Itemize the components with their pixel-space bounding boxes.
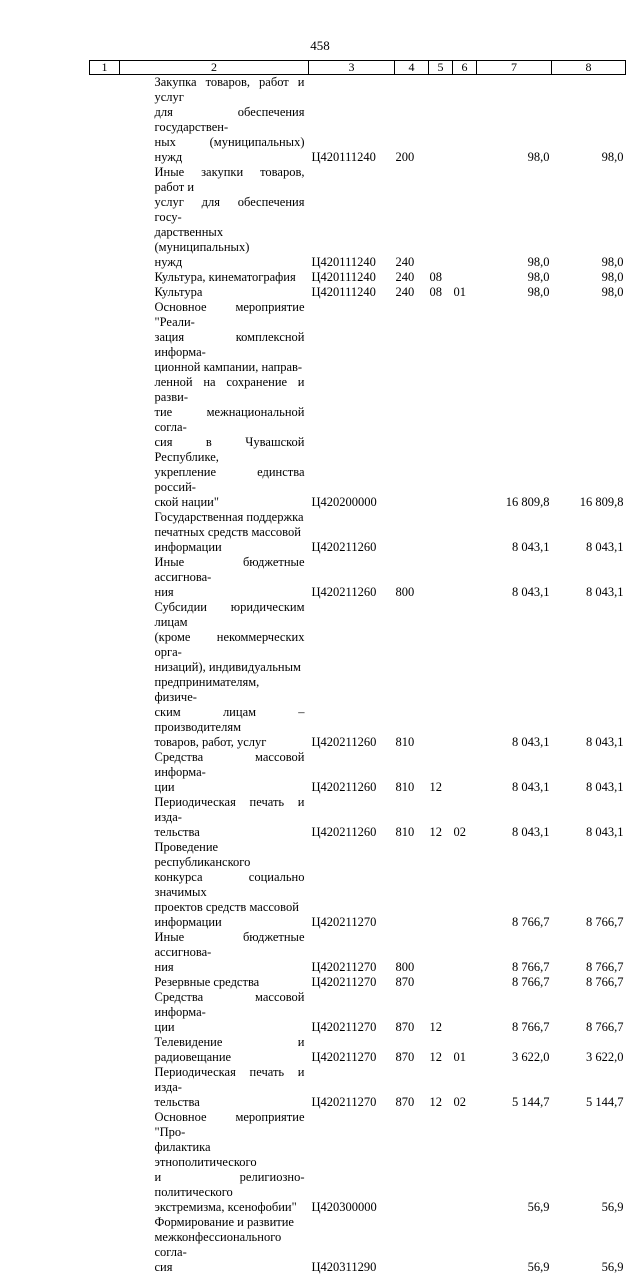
item-name-cell <box>120 1110 309 1215</box>
table-row <box>90 1215 626 1275</box>
section-cell <box>429 300 453 510</box>
expense-type-cell <box>395 840 429 930</box>
item-name-line: ленной на сохранение и разви- <box>155 375 305 405</box>
subsection-cell <box>453 750 477 795</box>
expense-type-cell: 800 <box>395 555 429 600</box>
amount-col8-cell: 16 809,8 <box>552 300 626 510</box>
index-cell <box>90 990 120 1035</box>
target-article-cell: Ц420211270 <box>309 990 395 1035</box>
section-cell <box>429 1215 453 1275</box>
item-name-line: конкурса социально значимых <box>155 870 305 900</box>
item-name-cell <box>120 990 309 1035</box>
subsection-cell <box>453 1215 477 1275</box>
item-name-cell <box>120 1215 309 1275</box>
item-name-cell <box>120 840 309 930</box>
item-name-line: Средства массовой информа- <box>155 990 305 1020</box>
subsection-cell <box>453 510 477 555</box>
table-row <box>90 75 626 166</box>
section-cell: 12 <box>429 1065 453 1110</box>
target-article-cell: Ц420211270 <box>309 1035 395 1065</box>
amount-col8-cell: 56,9 <box>552 1110 626 1215</box>
amount-col7-cell: 8 766,7 <box>477 930 552 975</box>
column-header: 6 <box>453 61 477 75</box>
subsection-cell: 02 <box>453 795 477 840</box>
amount-col8-cell: 3 622,0 <box>552 1035 626 1065</box>
column-header: 7 <box>477 61 552 75</box>
item-name-cell <box>120 300 309 510</box>
item-name-line: Культура <box>155 285 305 300</box>
index-cell <box>90 930 120 975</box>
table-row <box>90 285 626 300</box>
index-cell <box>90 75 120 166</box>
amount-col7-cell: 8 043,1 <box>477 795 552 840</box>
amount-col7-cell: 8 766,7 <box>477 840 552 930</box>
item-name-cell <box>120 975 309 990</box>
amount-col8-cell: 98,0 <box>552 165 626 270</box>
table-row <box>90 270 626 285</box>
item-name-line: Основное мероприятие "Реали- <box>155 300 305 330</box>
target-article-cell: Ц420211270 <box>309 930 395 975</box>
subsection-cell: 02 <box>453 1065 477 1110</box>
table-row <box>90 975 626 990</box>
column-header: 1 <box>90 61 120 75</box>
section-cell <box>429 75 453 166</box>
target-article-cell: Ц420211260 <box>309 555 395 600</box>
amount-col7-cell: 8 043,1 <box>477 600 552 750</box>
index-cell <box>90 270 120 285</box>
item-name-line: Иные бюджетные ассигнова- <box>155 930 305 960</box>
section-cell: 12 <box>429 1035 453 1065</box>
amount-col8-cell: 56,9 <box>552 1215 626 1275</box>
table-row <box>90 1065 626 1110</box>
section-cell <box>429 840 453 930</box>
item-name-line: Телевидение и радиовещание <box>155 1035 305 1065</box>
item-name-line: Иные закупки товаров, работ и <box>155 165 305 195</box>
item-name-line: низаций), индивидуальным <box>155 660 305 675</box>
expense-type-cell: 200 <box>395 75 429 166</box>
item-name-line: филактика этнополитического <box>155 1140 305 1170</box>
expense-type-cell: 810 <box>395 600 429 750</box>
table-row <box>90 840 626 930</box>
item-name-line: Периодическая печать и изда- <box>155 795 305 825</box>
item-name-line: зация комплексной информа- <box>155 330 305 360</box>
amount-col7-cell: 8 766,7 <box>477 975 552 990</box>
index-cell <box>90 510 120 555</box>
expense-type-cell <box>395 1215 429 1275</box>
expense-type-cell: 240 <box>395 165 429 270</box>
expense-type-cell: 870 <box>395 990 429 1035</box>
index-cell <box>90 840 120 930</box>
subsection-cell: 01 <box>453 285 477 300</box>
column-header: 8 <box>552 61 626 75</box>
item-name-line: для обеспечения государствен- <box>155 105 305 135</box>
item-name-line: (кроме некоммерческих орга- <box>155 630 305 660</box>
index-cell <box>90 600 120 750</box>
amount-col8-cell: 8 043,1 <box>552 510 626 555</box>
amount-col7-cell: 98,0 <box>477 75 552 166</box>
item-name-cell <box>120 1065 309 1110</box>
expense-type-cell: 240 <box>395 285 429 300</box>
item-name-line: проектов средств массовой <box>155 900 305 915</box>
target-article-cell: Ц420211260 <box>309 600 395 750</box>
item-name-line: тие межнациональной согла- <box>155 405 305 435</box>
item-name-cell <box>120 930 309 975</box>
amount-col8-cell: 8 043,1 <box>552 600 626 750</box>
expense-type-cell <box>395 1110 429 1215</box>
index-cell <box>90 285 120 300</box>
index-cell <box>90 975 120 990</box>
amount-col7-cell: 8 766,7 <box>477 990 552 1035</box>
amount-col7-cell: 56,9 <box>477 1215 552 1275</box>
item-name-line: укрепление единства россий- <box>155 465 305 495</box>
item-name-line: экстремизма, ксенофобии" <box>155 1200 305 1215</box>
section-cell <box>429 930 453 975</box>
target-article-cell: Ц420111240 <box>309 165 395 270</box>
subsection-cell: 01 <box>453 1035 477 1065</box>
table-row <box>90 930 626 975</box>
amount-col8-cell: 8 043,1 <box>552 750 626 795</box>
item-name-line: дарственных (муниципальных) <box>155 225 305 255</box>
item-name-line: Государственная поддержка <box>155 510 305 525</box>
expense-type-cell <box>395 510 429 555</box>
item-name-cell <box>120 600 309 750</box>
target-article-cell: Ц420300000 <box>309 1110 395 1215</box>
amount-col7-cell: 8 043,1 <box>477 510 552 555</box>
item-name-line: ния <box>155 585 305 600</box>
column-header: 5 <box>429 61 453 75</box>
column-header: 2 <box>120 61 309 75</box>
item-name-line: тельства <box>155 825 305 840</box>
target-article-cell: Ц420111240 <box>309 75 395 166</box>
item-name-line: ционной кампании, направ- <box>155 360 305 375</box>
amount-col8-cell: 8 766,7 <box>552 975 626 990</box>
item-name-line: нужд <box>155 255 305 270</box>
item-name-line: информации <box>155 915 305 930</box>
section-cell <box>429 165 453 270</box>
table-row <box>90 600 626 750</box>
item-name-line: печатных средств массовой <box>155 525 305 540</box>
amount-col7-cell: 5 144,7 <box>477 1065 552 1110</box>
amount-col7-cell: 16 809,8 <box>477 300 552 510</box>
item-name-line: ния <box>155 960 305 975</box>
page-number: 458 <box>0 38 640 54</box>
expense-type-cell: 870 <box>395 975 429 990</box>
item-name-line: предпринимателям, физиче- <box>155 675 305 705</box>
expense-type-cell: 800 <box>395 930 429 975</box>
subsection-cell <box>453 555 477 600</box>
item-name-line: Проведение республиканского <box>155 840 305 870</box>
table-row <box>90 510 626 555</box>
item-name-line: Средства массовой информа- <box>155 750 305 780</box>
table-row <box>90 750 626 795</box>
amount-col8-cell: 8 766,7 <box>552 930 626 975</box>
expense-type-cell <box>395 300 429 510</box>
section-cell: 12 <box>429 795 453 840</box>
table-header-row <box>90 61 626 75</box>
item-name-line: ных (муниципальных) нужд <box>155 135 305 165</box>
column-header: 3 <box>309 61 395 75</box>
item-name-line: ции <box>155 1020 305 1035</box>
target-article-cell: Ц420211260 <box>309 750 395 795</box>
subsection-cell <box>453 975 477 990</box>
target-article-cell: Ц420211260 <box>309 510 395 555</box>
expense-type-cell: 240 <box>395 270 429 285</box>
amount-col8-cell: 8 043,1 <box>552 795 626 840</box>
target-article-cell: Ц420211260 <box>309 795 395 840</box>
index-cell <box>90 165 120 270</box>
subsection-cell <box>453 990 477 1035</box>
target-article-cell: Ц420211270 <box>309 975 395 990</box>
section-cell: 08 <box>429 285 453 300</box>
target-article-cell: Ц420211270 <box>309 1065 395 1110</box>
section-cell: 12 <box>429 750 453 795</box>
amount-col7-cell: 8 043,1 <box>477 555 552 600</box>
amount-col8-cell: 8 766,7 <box>552 990 626 1035</box>
target-article-cell: Ц420111240 <box>309 285 395 300</box>
subsection-cell <box>453 840 477 930</box>
item-name-line: Культура, кинематография <box>155 270 305 285</box>
section-cell <box>429 1110 453 1215</box>
subsection-cell <box>453 1110 477 1215</box>
item-name-line: сия в Чувашской Республике, <box>155 435 305 465</box>
item-name-line: ской нации" <box>155 495 305 510</box>
item-name-line: и религиозно-политического <box>155 1170 305 1200</box>
section-cell: 12 <box>429 990 453 1035</box>
amount-col7-cell: 56,9 <box>477 1110 552 1215</box>
subsection-cell <box>453 75 477 166</box>
table-row <box>90 990 626 1035</box>
item-name-line: тельства <box>155 1095 305 1110</box>
index-cell <box>90 1110 120 1215</box>
amount-col7-cell: 98,0 <box>477 285 552 300</box>
section-cell: 08 <box>429 270 453 285</box>
expense-type-cell: 870 <box>395 1065 429 1110</box>
item-name-line: сия <box>155 1260 305 1275</box>
budget-table <box>89 60 626 1275</box>
item-name-line: услуг для обеспечения госу- <box>155 195 305 225</box>
section-cell <box>429 510 453 555</box>
subsection-cell <box>453 165 477 270</box>
item-name-line: Субсидии юридическим лицам <box>155 600 305 630</box>
item-name-cell <box>120 270 309 285</box>
amount-col7-cell: 98,0 <box>477 270 552 285</box>
table-row <box>90 795 626 840</box>
table-row <box>90 165 626 270</box>
column-header: 4 <box>395 61 429 75</box>
subsection-cell <box>453 600 477 750</box>
item-name-line: товаров, работ, услуг <box>155 735 305 750</box>
index-cell <box>90 750 120 795</box>
item-name-cell <box>120 1035 309 1065</box>
expense-type-cell: 810 <box>395 750 429 795</box>
subsection-cell <box>453 930 477 975</box>
table-row <box>90 300 626 510</box>
target-article-cell: Ц420111240 <box>309 270 395 285</box>
index-cell <box>90 1065 120 1110</box>
item-name-cell <box>120 510 309 555</box>
item-name-line: Закупка товаров, работ и услуг <box>155 75 305 105</box>
amount-col8-cell: 98,0 <box>552 285 626 300</box>
index-cell <box>90 300 120 510</box>
item-name-line: Основное мероприятие "Про- <box>155 1110 305 1140</box>
table-row <box>90 1110 626 1215</box>
item-name-cell <box>120 165 309 270</box>
section-cell <box>429 555 453 600</box>
item-name-line: Периодическая печать и изда- <box>155 1065 305 1095</box>
table-row <box>90 555 626 600</box>
expense-type-cell: 810 <box>395 795 429 840</box>
table-row <box>90 1035 626 1065</box>
subsection-cell <box>453 270 477 285</box>
section-cell <box>429 975 453 990</box>
item-name-cell <box>120 555 309 600</box>
expense-type-cell: 870 <box>395 1035 429 1065</box>
amount-col7-cell: 8 043,1 <box>477 750 552 795</box>
item-name-line: Формирование и развитие <box>155 1215 305 1230</box>
index-cell <box>90 555 120 600</box>
amount-col8-cell: 98,0 <box>552 75 626 166</box>
index-cell <box>90 1215 120 1275</box>
amount-col8-cell: 8 043,1 <box>552 555 626 600</box>
amount-col7-cell: 3 622,0 <box>477 1035 552 1065</box>
item-name-line: Резервные средства <box>155 975 305 990</box>
item-name-cell <box>120 75 309 166</box>
index-cell <box>90 1035 120 1065</box>
subsection-cell <box>453 300 477 510</box>
item-name-line: информации <box>155 540 305 555</box>
amount-col8-cell: 8 766,7 <box>552 840 626 930</box>
item-name-cell <box>120 795 309 840</box>
amount-col7-cell: 98,0 <box>477 165 552 270</box>
item-name-line: межконфессионального согла- <box>155 1230 305 1260</box>
target-article-cell: Ц420211270 <box>309 840 395 930</box>
item-name-line: Иные бюджетные ассигнова- <box>155 555 305 585</box>
item-name-line: ции <box>155 780 305 795</box>
target-article-cell: Ц420311290 <box>309 1215 395 1275</box>
amount-col8-cell: 5 144,7 <box>552 1065 626 1110</box>
item-name-cell <box>120 750 309 795</box>
target-article-cell: Ц420200000 <box>309 300 395 510</box>
index-cell <box>90 795 120 840</box>
item-name-line: ским лицам – производителям <box>155 705 305 735</box>
table-body <box>90 75 626 1275</box>
section-cell <box>429 600 453 750</box>
item-name-cell <box>120 285 309 300</box>
amount-col8-cell: 98,0 <box>552 270 626 285</box>
